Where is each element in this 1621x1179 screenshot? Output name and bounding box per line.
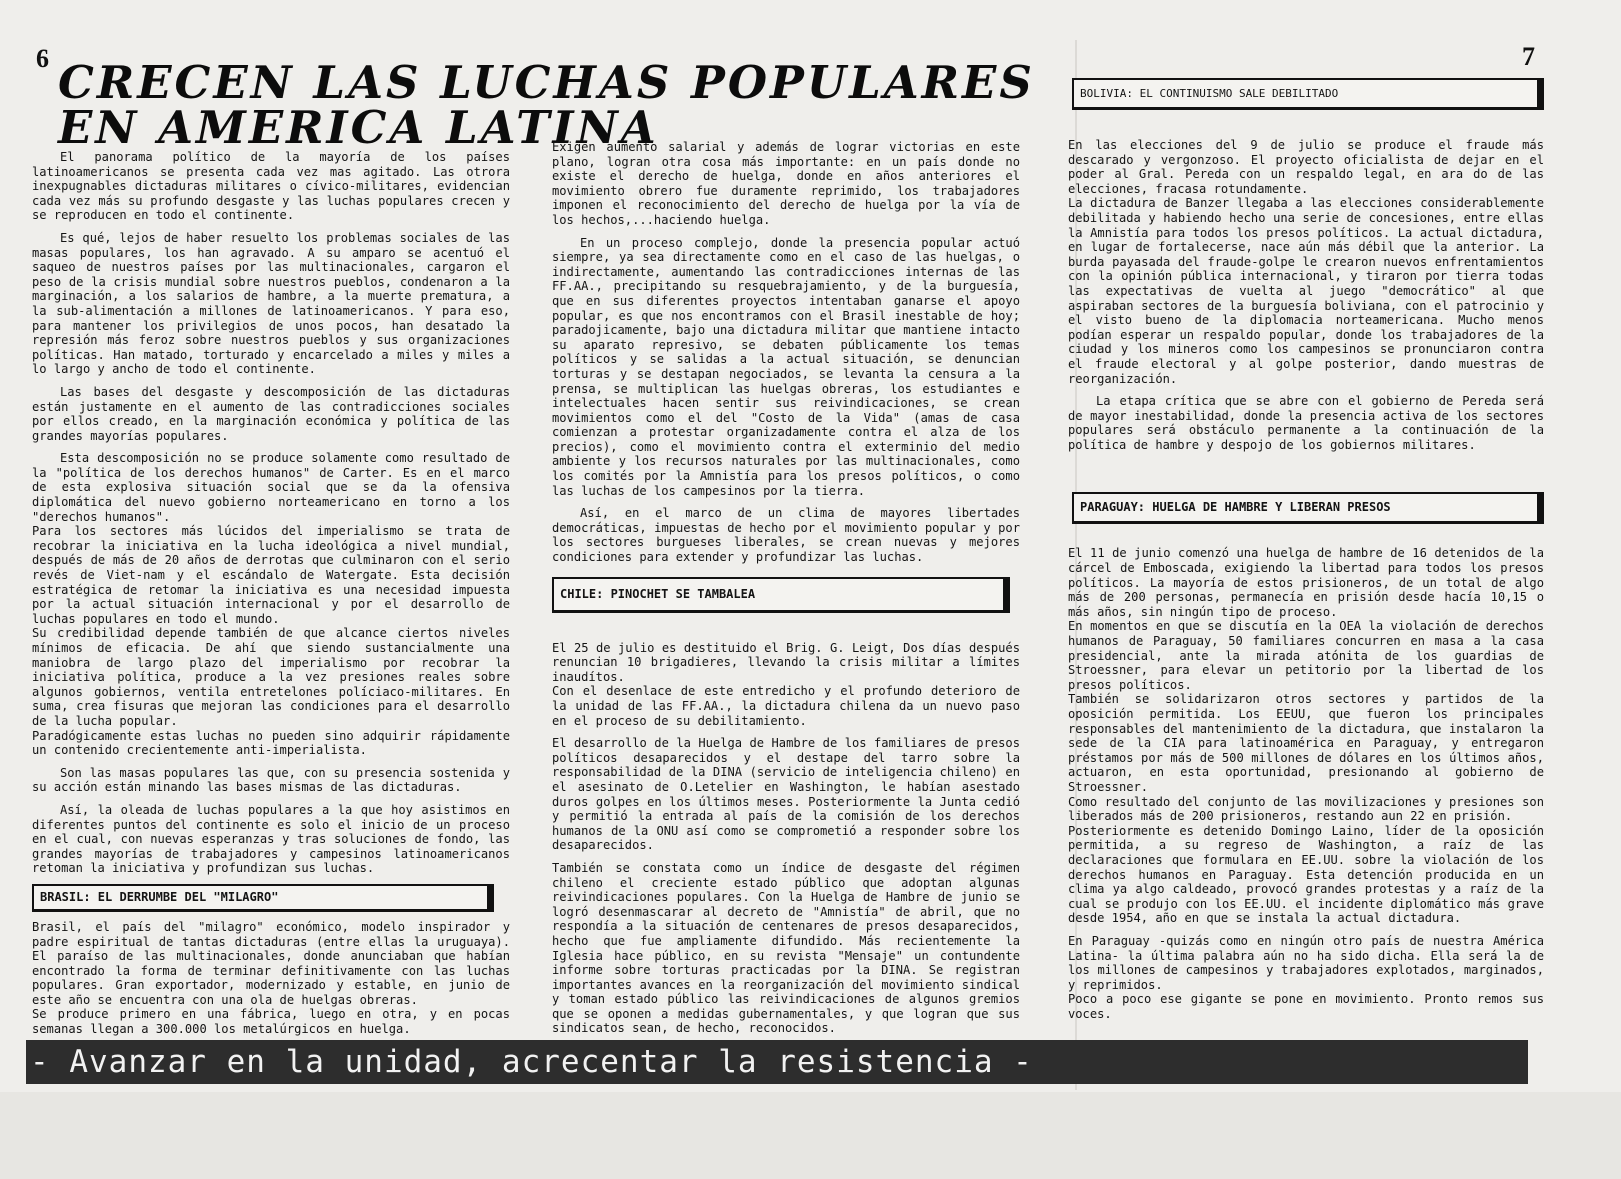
article-paragraph: En momentos en que se discutía en la OEA la violación de derechos humanos de Paraguay, 50 familiares concurren en masa a la casa presidencial, ante la mirada atónita de los guardias de Stroessner, para elevar un petitorio por la libertad de los presos políticos. [1068, 619, 1544, 692]
article-paragraph: El 11 de junio comenzó una huelga de hambre de 16 detenidos de la cárcel de Emboscada, exigiendo la libertad para todos los presos políticos. La mayoría de estos prisioneros, de un total de algo más de 200 personas, permanecía en prisión desde hacía 10,15 o más años, sin ningún tipo de proceso. [1068, 546, 1544, 619]
article-paragraph: Su credibilidad depende también de que alcance ciertos niveles mínimos de eficacia. De ahí que siendo sustancialmente una maniobra de largo plazo del imperialismo por recobrar la iniciativa política, produce a la vez presiones reales sobre algunos gobiernos, ventila entretelones políciaco-militares. En suma, crea fisuras que mejoran las condiciones para el desarrollo de la lucha popular. [32, 626, 510, 728]
slogan-text: - Avanzar en la unidad, acrecentar la resistencia - [30, 1044, 1033, 1080]
section-box-chile: CHILE: PINOCHET SE TAMBALEA [552, 577, 1010, 613]
article-paragraph: Posteriormente es detenido Domingo Laino, líder de la oposición permitida, a su regreso de Washington, a raíz de las declaraciones que formulara en EE.UU. sobre la violación de los derechos humanos en Paraguay. Esta detención producida en un clima ya algo caldeado, provocó grandes protestas y a raíz de la cual se produjo con los EE.UU. el incidente diplomático más grave desde 1954, año en que se instala la actual dictadura. [1068, 823, 1544, 926]
article-paragraph: La dictadura de Banzer llegaba a las elecciones considerablemente debilitada y habiendo hecho una serie de concesiones, entre ellas la Amnistía para todos los presos políticos. La actual dictadura, en lugar de fortalecerse, nace aún más débil que la anterior. La burda payasada del fraude-golpe le crearon nuevos enfrentamientos con la opinión pública internacional, y tiraron por tierra todas las expectativas de vuelta al juego "democrático" al que aspiraban sectores de la burguesía boliviana, con el patrocinio y el visto bueno de la diplomacia norteamericana. Mucho menos podían esperar un respaldo popular, donde los trabajadores de la ciudad y los mineros como los campesinos se pronunciaron contra el fraude electoral y al golpe posterior, dando muestras de reorganización. [1068, 196, 1544, 386]
article-paragraph: Brasil, el país del "milagro" económico, modelo inspirador y padre espiritual de tantas dictaduras (entre ellas la uruguaya). El paraíso de las multinacionales, donde anunciaban que habían encontrado la forma de terminar definitivamente con las luchas populares. Gran exportador, modernizado y estable, en junio de este año se encuentra con una ola de huelgas obreras. [32, 919, 510, 1007]
column-2 [552, 140, 1020, 1044]
article-paragraph: Paradógicamente estas luchas no pueden sino adquirir rápidamente un contenido crecientemente anti-imperialista. [32, 728, 510, 758]
article-paragraph: Para los sectores más lúcidos del imperialismo se trata de recobrar la iniciativa en la lucha ideológica a nivel mundial, después de más de 20 años de derrotas que culminaron con el serio revés de Viet-nam y el escándalo de Watergate. Esta decisión estratégica de retomar la iniciativa es una necesidad impuesta por la actual situación internacional y por el desarrollo de luchas populares en todo el mundo. [32, 524, 510, 626]
article-paragraph: La etapa crítica que se abre con el gobierno de Pereda será de mayor inestabilidad, donde la presencia activa de los sectores populares será obstáculo permanente a la continuación de la política de hambre y despojo de los gobiernos militares. [1068, 394, 1544, 452]
article-paragraph: También se constata como un índice de desgaste del régimen chileno el creciente estado público que adoptan algunas reivindicaciones populares. Con la Huelga de Hambre de junio se logró desenmascarar al decreto de "Amnistía" de abril, que no respondía a la situación de centenares de presos desaparecidos, hecho que fue ampliamente difundido. Más recientemente la Iglesia hace público, en su revista "Mensaje" un contundente informe sobre torturas practicadas por la DINA. Se registran importantes avances en la reorganización del movimiento sindical y toman estado público las reivindicaciones de algunos gremios que se oponen a medidas gubernamentales, y que logran que sus sindicatos sean, de hecho, reconocidos. [552, 860, 1020, 1036]
page-number-right: 7 [1522, 42, 1535, 71]
article-paragraph: También se solidarizaron otros sectores y partidos de la oposición permitida. Los EEUU, que fueron los principales responsables del mantenimiento de la dictadura, que instalaron la sede de la CIA para latinoamérica en Paraguay, y entregaron préstamos por más de 500 millones de dólares en los últimos años, actuaron, en esta oportunidad, presionando al gobierno de Stroessner. [1068, 692, 1544, 794]
article-paragraph: Así, en el marco de un clima de mayores libertades democráticas, impuestas de hecho por el movimiento popular y por los sectores burgueses liberales, se crean nuevas y mejores condiciones para extender y profundizar las luchas. [552, 506, 1020, 565]
headline-line-2: EN AMERICA LATINA [58, 101, 659, 154]
article-paragraph: Es qué, lejos de haber resuelto los problemas sociales de las masas populares, los han agravado. A su amparo se acentuó el saqueo de nuestros países por las multinacionales, cargaron el peso de la crisis mundial sobre nuestros pueblos, condenaron a la marginación, a los salarios de hambre, a la muerte prematura, a la sub-alimentación a millones de latinoamericanos. Y para eso, para mantener los privilegios de unos pocos, han desatado la represión más feroz sobre nuestros pueblos y sus organizaciones políticas. Han matado, torturado y encarcelado a miles y miles a lo largo y ancho de todo el continente. [32, 230, 510, 377]
paper-bottom-edge [0, 1092, 1621, 1179]
article-paragraph: En las elecciones del 9 de julio se produce el fraude más descarado y vergonzoso. El proyecto oficialista de dejar en el poder al Gral. Pereda con un respaldo legal, en ara do de las elecciones, fracasa rotundamente. [1068, 138, 1544, 196]
article-paragraph: Exigen aumento salarial y además de lograr victorias en este plano, logran otra cosa más importante: en un país donde no existe el derecho de huelga, donde en años anteriores el movimiento obrero fue duramente reprimido, los trabajadores imponen el reconocimiento del derecho de huelga por la vía de los hechos,...haciendo huelga. [552, 140, 1020, 227]
article-paragraph: En Paraguay -quizás como en ningún otro país de nuestra América Latina- la última palabra aún no ha sido dicha. Ella será la de los millones de campesinos y trabajadores explotados, marginados, y reprimidos. [1068, 933, 1544, 992]
section-box-paraguay: PARAGUAY: HUELGA DE HAMBRE Y LIBERAN PRESOS [1072, 492, 1544, 524]
article-paragraph: El panorama político de la mayoría de los países latinoamericanos se presenta cada vez mas agitado. Las otrora inexpugnables dictaduras militares o cívico-militares, evidencian cada vez más su profundo desgaste y las luchas populares crecen y se reproducen en todo el continente. [32, 150, 510, 223]
article-paragraph: En un proceso complejo, donde la presencia popular actuó siempre, ya sea directamente como en el caso de las huelgas, o indirectamente, aumentando las contradicciones internas de las FF.AA., precipitando su resquebrajamiento, y de la burguesía, que en sus diferentes proyectos intentaban ganarse el apoyo popular, es que nos encontramos con el Brasil inestable de hoy; paradojicamente, bajo una dictadura militar que mantiene intacto su aparato represivo, se debaten públicamente los temas políticos y se salidas a la actual situación, se denuncian torturas y se destapan negociados, se levanta la censura a la prensa, se multiplican las huelgas obreras, los estudiantes e intelectuales hacen sentir sus reivindicaciones, se crean movimientos como el del "Costo de la Vida" (amas de casa comienzan a protestar organizadamente contra el alza de los precios), como el movimiento contra el exterminio del medio ambiente y los recursos naturales por las multinacionales, como los comités por la Amnistía para los presos políticos, o como las luchas de los campesinos por la tierra. [552, 235, 1020, 498]
article-paragraph: Poco a poco ese gigante se pone en movimiento. Pronto remos sus voces. [1068, 992, 1544, 1021]
section-box-bolivia: BOLIVIA: EL CONTINUISMO SALE DEBILITADO [1072, 78, 1544, 110]
headline-line-1: CRECEN LAS LUCHAS POPULARES [58, 56, 1035, 109]
article-paragraph: Son las masas populares las que, con su presencia sostenida y su acción están minando las bases mismas de las dictaduras. [32, 765, 510, 795]
main-headline [58, 56, 1058, 154]
section-box-brasil: BRASIL: EL DERRUMBE DEL "MILAGRO" [32, 884, 494, 912]
article-paragraph: Las bases del desgaste y descomposición de las dictaduras están justamente en el aumento de las contradicciones sociales por ellos creado, en la marginación económica y política de las grandes mayorías populares. [32, 384, 510, 443]
article-paragraph: Con el desenlace de este entredicho y el profundo deterioro de la unidad de las FF.AA., la dictadura chilena da un nuevo paso en el proceso de su debilitamiento. [552, 684, 1020, 728]
slogan-banner [26, 1040, 1528, 1084]
column-3 [1068, 78, 1544, 1029]
article-paragraph: El desarrollo de la Huelga de Hambre de los familiares de presos políticos desaparecidos y el destape del tarro sobre la responsabilidad de la DINA (servicio de inteligencia chileno) en el asesinato de O.Letelier en Washington, le habían asestado duros golpes en los últimos meses. Posteriormente la Junta cedió y permitió la entrada al país de la comisión de los derechos humanos de la ONU así como se comprometió a responder sobre los desaparecidos. [552, 736, 1020, 853]
article-paragraph: Así, la oleada de luchas populares a la que hoy asistimos en diferentes puntos del continente es solo el inicio de un proceso en el cual, con nuevas esperanzas y tras soluciones de fondo, las grandes mayorías de trabajadores y campesinos latinoamericanos retoman la iniciativa y profundizan sus luchas. [32, 802, 510, 876]
article-paragraph: Esta descomposición no se produce solamente como resultado de la "política de los derechos humanos" de Carter. Es en el marco de esta explosiva situación social que se da la ofensiva diplomática del nuevo gobierno norteamericano en torno a los "derechos humanos". [32, 451, 510, 524]
article-paragraph: El 25 de julio es destituido el Brig. G. Leigt, Dos días después renuncian 10 brigadieres, llevando la crisis militar a límites inaudítos. [552, 640, 1020, 684]
article-paragraph: Como resultado del conjunto de las movilizaciones y presiones son liberados más de 200 prisioneros, restando aun 22 en prisión. [1068, 794, 1544, 824]
column-1 [32, 150, 510, 1045]
page-number-left: 6 [36, 44, 49, 73]
article-paragraph: Se produce primero en una fábrica, luego en otra, y en pocas semanas llegan a 300.000 los metalúrgicos en huelga. [32, 1007, 510, 1037]
